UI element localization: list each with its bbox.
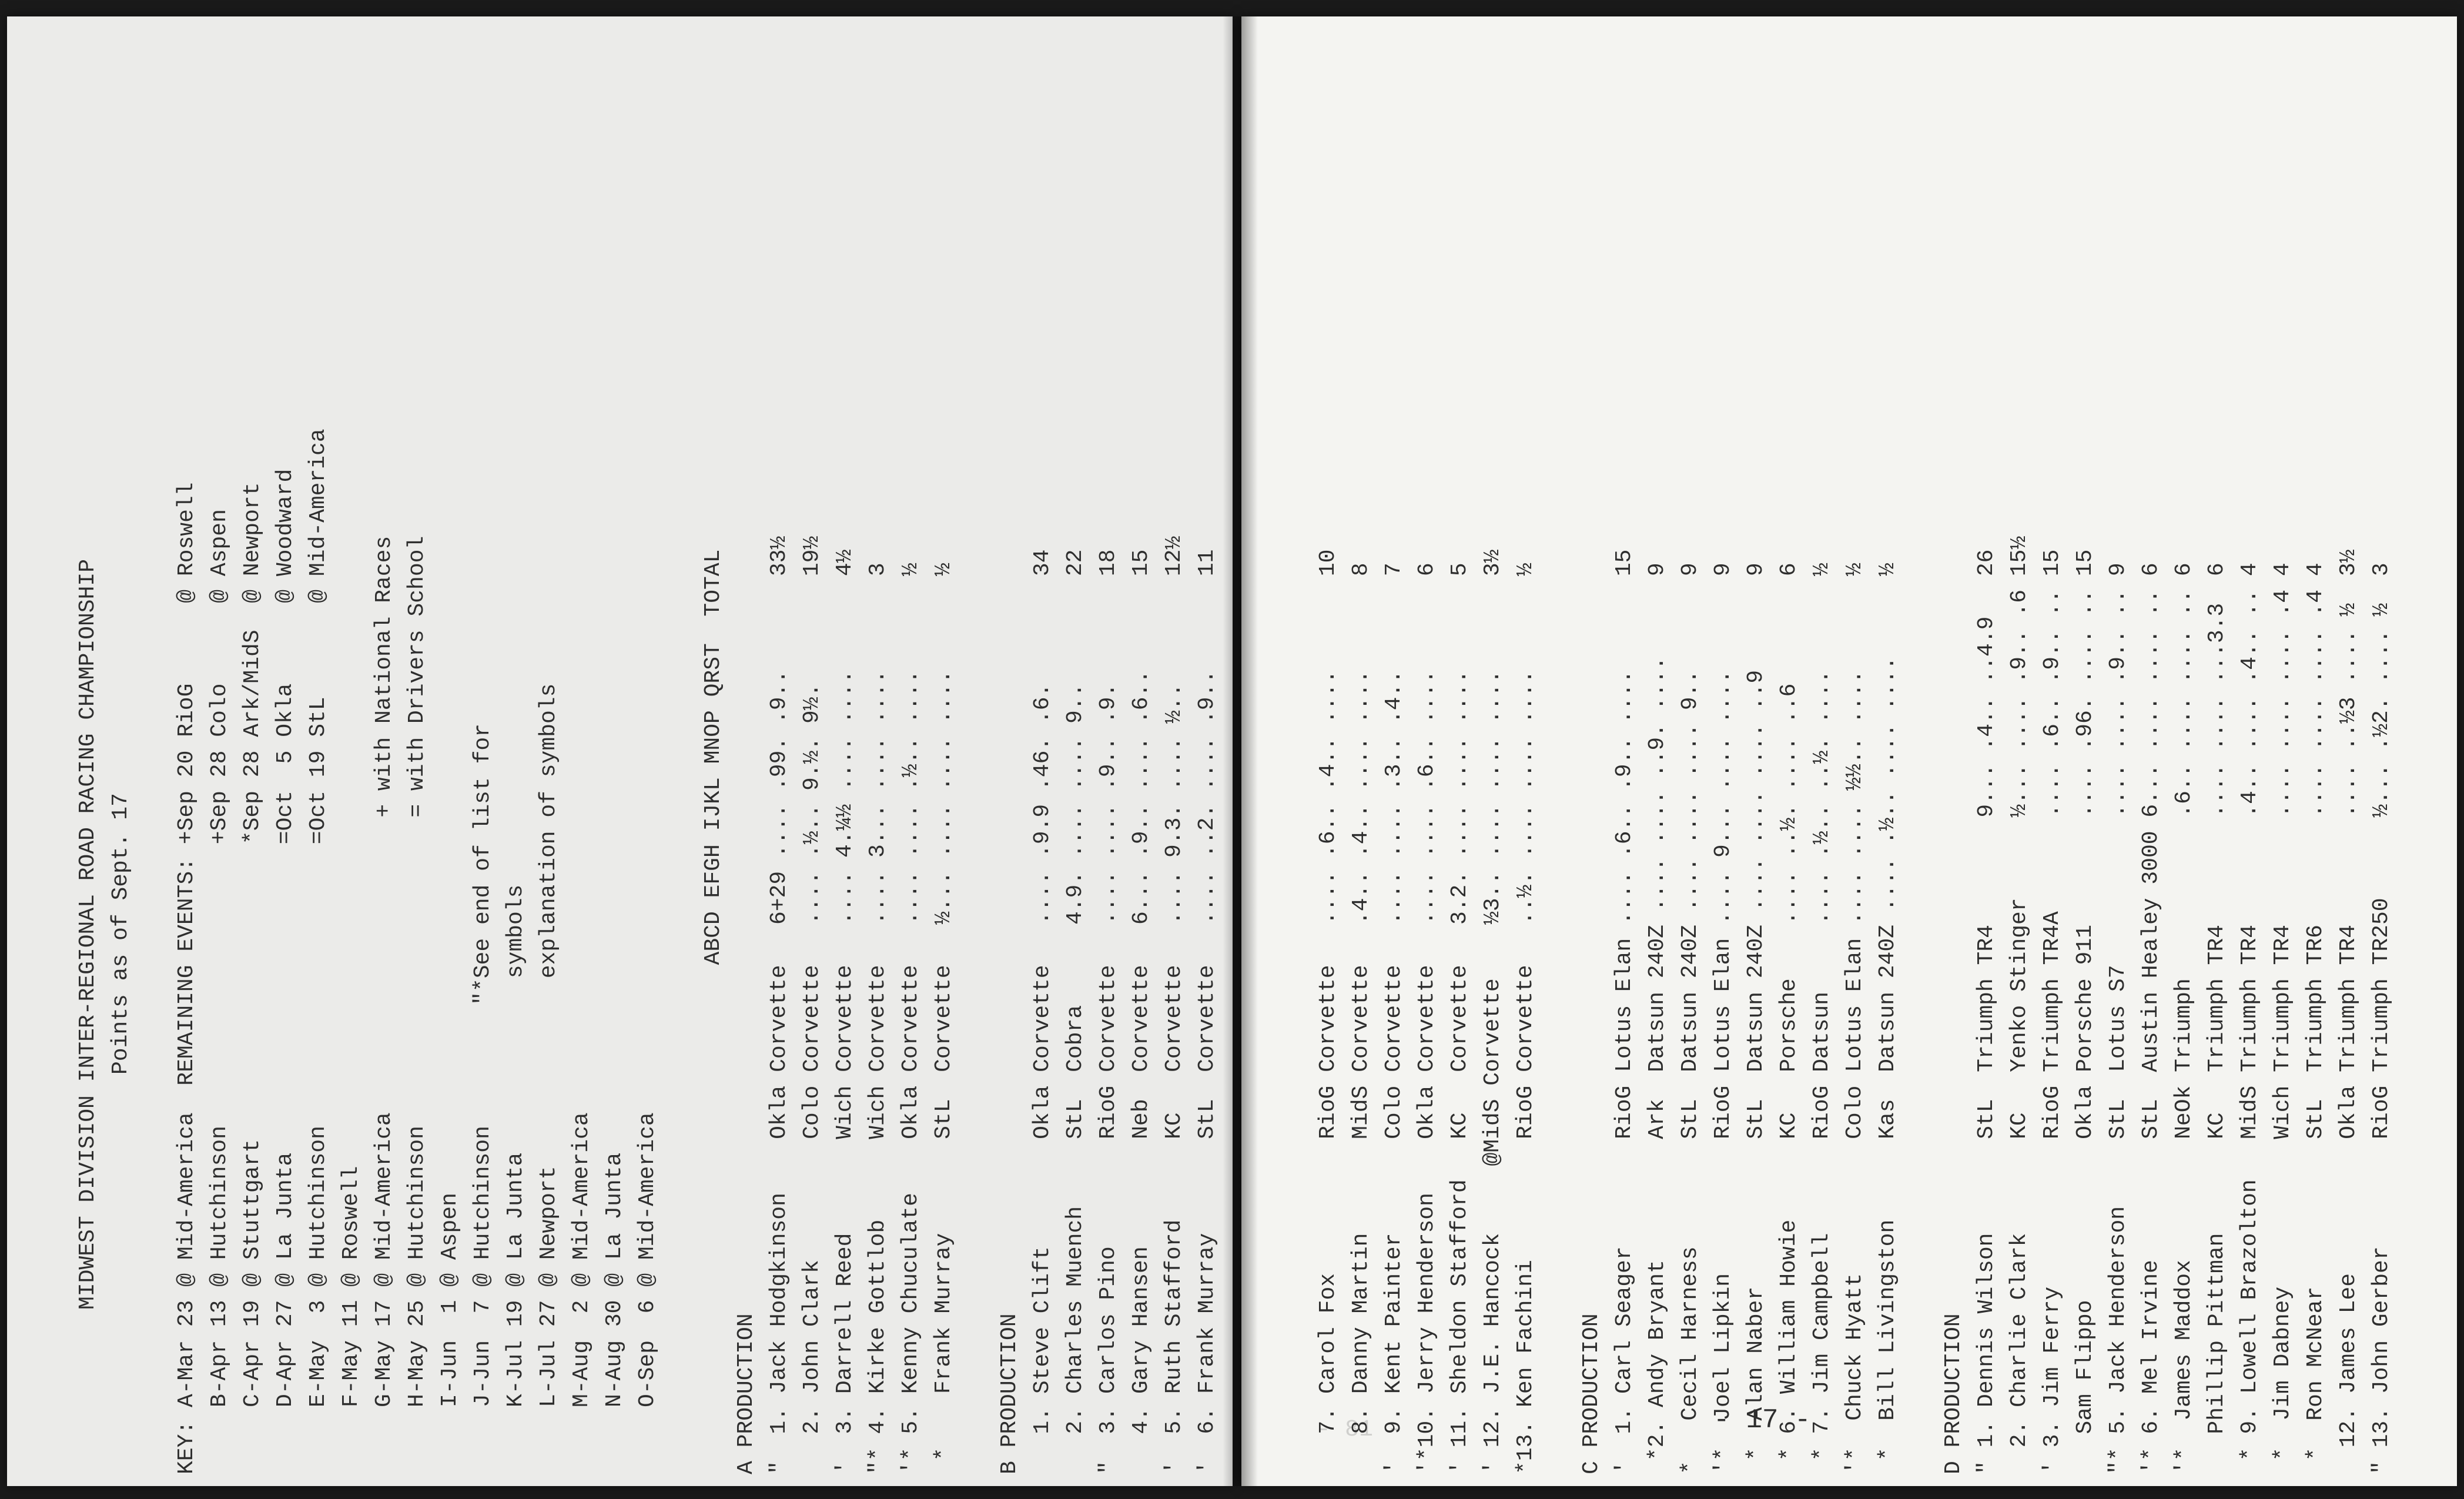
key-line: N-Aug 30 @ La Junta bbox=[602, 1152, 627, 1474]
results-row: * Cecil Harness StL Datsun 240Z .... .... .... 9.. 9 bbox=[1678, 563, 1703, 1474]
results-row: * Ron McNear StL Triumph TR6 .... .... .... .4 4 bbox=[2303, 563, 2328, 1474]
section-heading: D PRODUCTION bbox=[1941, 1313, 1966, 1474]
results-row: 12. James Lee Okla Triumph TR4 .... ..½3 .... ½ 3½ bbox=[2336, 549, 2361, 1474]
bleed-page-number: - 81 - bbox=[1317, 1417, 1402, 1443]
results-row: " 1. Jack Hodgkinson Okla Corvette 6+29 .... .99. .9.. 33½ bbox=[766, 536, 792, 1474]
right-page bbox=[1241, 16, 2457, 1486]
results-row: Phillip Pittman KC Triumph TR4 .... .... ...3.3 6 bbox=[2204, 563, 2229, 1474]
key-line: H-May 25 @ Hutchinson = with Drivers School bbox=[404, 536, 430, 1474]
page-title: MIDWEST DIVISION INTER-REGIONAL ROAD RACING CHAMPIONSHIP bbox=[75, 558, 101, 1310]
results-row: ' 3. Jim Ferry RioG Triumph TR4A .... .6.. .9.. .. 15 bbox=[2040, 549, 2065, 1474]
results-row: " 13. John Gerber RioG Triumph TR250 ½... .½2. .... ½ 3 bbox=[2369, 563, 2394, 1474]
key-line: KEY: A-Mar 23 @ Mid-America REMAINING EVENTS: +Sep 20 RioG @ Roswell bbox=[174, 482, 199, 1474]
results-row: '* Chuck Hyatt Colo Lotus Elan .... .... ½½.. .... ½ bbox=[1842, 563, 1867, 1474]
results-row: 8. Danny Martin MidS Corvette .4.. .4.. .... .... 8 bbox=[1348, 563, 1374, 1474]
key-line: C-Apr 19 @ Stuttgart *Sep 28 Ark/MidS @ Newport bbox=[240, 482, 265, 1474]
key-line: I-Jun 1 @ Aspen bbox=[437, 1193, 463, 1474]
results-row: ' 6. Frank Murray StL Corvette .... ..2. .... .9.. 11 bbox=[1194, 549, 1220, 1474]
results-row: * Bill Livingston Kas Datsun 240Z .... .½.. .... .... ½ bbox=[1875, 563, 1900, 1474]
results-row: ' 12. J.E. Hancock @MidS Corvette ½3.. .... .... .... 3½ bbox=[1480, 549, 1505, 1474]
key-line: G-May 17 @ Mid-America + with National Races bbox=[371, 536, 397, 1474]
book-gutter bbox=[1223, 16, 1258, 1486]
results-row: '* Joel Lipkin RioG Lotus Elan .... 9... .... .... 9 bbox=[1710, 563, 1736, 1474]
results-row: ' 1. Carl Seager RioG Lotus Elan .... .6.. .9.. .... 15 bbox=[1612, 549, 1637, 1474]
key-line: L-Jul 27 @ Newport explanation of symbols bbox=[536, 683, 561, 1474]
key-line: E-May 3 @ Hutchinson =Oct 19 StL @ Mid-America bbox=[306, 429, 331, 1474]
section-heading: B PRODUCTION bbox=[997, 1313, 1022, 1474]
results-row: 2. John Clark Colo Corvette .... .½.. 9.½. 9½. 19½ bbox=[799, 536, 825, 1474]
results-row: *2. Andy Bryant Ark Datsun 240Z .... .... ..9. .... 9 bbox=[1645, 563, 1670, 1474]
right-page-content bbox=[1294, 28, 2446, 1474]
results-row: 2. Charlie Clark KC Yenko Stinger ½... .... .9.. .6 15½ bbox=[2007, 536, 2032, 1474]
key-line: D-Apr 27 @ La Junta =Oct 5 Okla @ Woodward bbox=[273, 469, 298, 1474]
key-line: J-Jun 7 @ Hutchinson "*See end of list for bbox=[470, 723, 496, 1474]
results-row: 7. Carol Fox RioG Corvette .... .6.. .4.. .... 10 bbox=[1315, 549, 1341, 1474]
results-row: 1. Steve Clift Okla Corvette .... .9.9 .46. .6. 34 bbox=[1030, 549, 1055, 1474]
key-line: M-Aug 2 @ Mid-America bbox=[569, 1112, 594, 1474]
results-row: 4. Gary Hansen Neb Corvette 6... .9.. .... .6.. 15 bbox=[1129, 549, 1154, 1474]
section-heading: C PRODUCTION bbox=[1579, 1313, 1604, 1474]
key-line: F-May 11 @ Roswell bbox=[339, 1166, 364, 1474]
results-row: "* 5. Jack Henderson StL Lotus S7 .... .... .9.. .. 9 bbox=[2105, 563, 2131, 1474]
results-row: * Frank Murray StL Corvette ½... .... .... .... ½ bbox=[931, 563, 956, 1474]
section-heading: A PRODUCTION bbox=[734, 1313, 759, 1474]
results-row: ' 11. Sheldon Stafford KC Corvette 3.2. .... .... .... 5 bbox=[1447, 563, 1472, 1474]
results-row: *13. Ken Fachini RioG Corvette ..½. .... .... .... ½ bbox=[1513, 563, 1538, 1474]
results-row: '* 5. Kenny Chuculate Okla Corvette .... .... .½.. .... ½ bbox=[898, 563, 923, 1474]
key-line: K-Jul 19 @ La Junta symbols bbox=[503, 884, 528, 1474]
key-line: O-Sep 6 @ Mid-America bbox=[635, 1112, 660, 1474]
results-row: '* 6. Mel Irvine StL Austin Healey 3000 6... .... .... .. 6 bbox=[2138, 563, 2164, 1474]
results-row: * 7. Jim Campbell RioG Datsun .... .½.. ..½. .... ½ bbox=[1809, 563, 1834, 1474]
results-row: ' 9. Kent Painter Colo Corvette .... .... .3.. .4.. 7 bbox=[1381, 563, 1407, 1474]
results-row: '* James Maddox NeOk Triumph .6.. .... .... .. 6 bbox=[2171, 563, 2197, 1474]
results-row: * Jim Dabney Wich Triumph TR4 .... .... .... .4 4 bbox=[2270, 563, 2295, 1474]
page-subtitle: Points as of Sept. 17 bbox=[108, 793, 133, 1075]
results-row: Sam Flippo Okla Porsche 911 .... .96. .... .. 15 bbox=[2073, 549, 2098, 1474]
results-row: * Alan Naber StL Datsun 240Z .... .... .... ..9 9 bbox=[1743, 563, 1769, 1474]
results-row: '*10. Jerry Henderson Okla Corvette .... .... .6.. .... 6 bbox=[1414, 563, 1439, 1474]
results-row: ' 5. Ruth Stafford KC Corvette .... 9.3. .... ½.. 12½ bbox=[1161, 536, 1187, 1474]
results-row: * 9. Lowell Brazolton MidS Triumph TR4 .4.. .... .4.. .. 4 bbox=[2237, 563, 2262, 1474]
results-row: "* 4. Kirke Gottlob Wich Corvette .... 3... .... .... 3 bbox=[865, 563, 890, 1474]
key-line: B-Apr 13 @ Hutchinson +Sep 28 Colo @ Aspen bbox=[207, 509, 232, 1474]
page-number: - 17 - bbox=[1713, 1405, 1811, 1436]
results-row: " 1. Dennis Wilson StL Triumph TR4 9... .4.. ..4.9 26 bbox=[1974, 549, 1999, 1474]
left-page-content bbox=[54, 28, 1218, 1474]
results-row: " 3. Carlos Pino RioG Corvette .... .... .9.. .9. 18 bbox=[1096, 549, 1121, 1474]
left-page bbox=[7, 16, 1233, 1486]
results-row: 2. Charles Muench StL Cobra 4.9. .... .... 9.. 22 bbox=[1063, 549, 1088, 1474]
results-row: ' 3. Darrell Reed Wich Corvette .... 4.¼½ .... .... 4½ bbox=[832, 549, 858, 1474]
column-header: ABCD EFGH IJKL MNOP QRST TOTAL bbox=[701, 549, 726, 1474]
results-row: * 6. William Howie KC Porsche .... ..½. .... ..6 6 bbox=[1776, 563, 1802, 1474]
